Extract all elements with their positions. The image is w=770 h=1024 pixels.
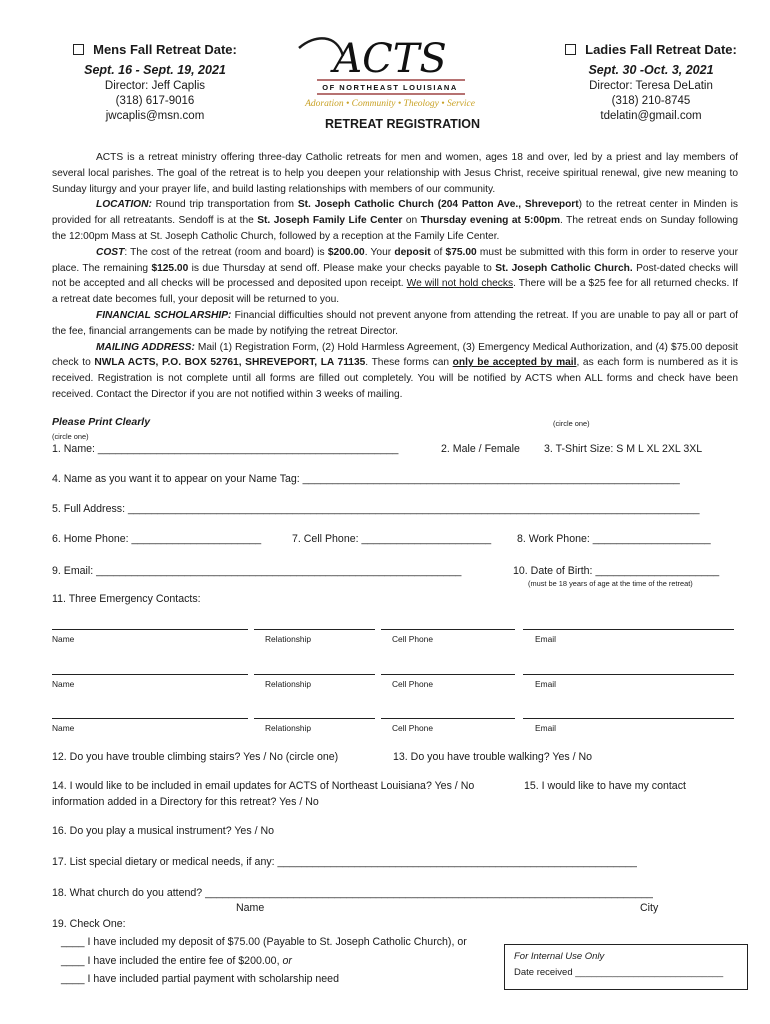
contact-name-caption: Name bbox=[52, 634, 75, 644]
logo-subtitle: OF NORTHEAST LOUISIANA bbox=[322, 83, 458, 92]
contact-relationship-line[interactable] bbox=[254, 674, 375, 675]
date-received-field[interactable]: Date received ____________________________ bbox=[514, 967, 724, 978]
name-field[interactable]: 1. Name: ___________________________________________________ bbox=[52, 443, 399, 455]
contact-name-caption: Name bbox=[52, 679, 75, 689]
mailing-label: MAILING ADDRESS: bbox=[96, 341, 195, 353]
church-field[interactable]: 18. What church do you attend? ____________________________________________________________________________ bbox=[52, 887, 653, 899]
mens-retreat-dates: Sept. 16 - Sept. 19, 2021 bbox=[84, 63, 226, 77]
contact-email-line[interactable] bbox=[523, 718, 734, 719]
contact-email-line[interactable] bbox=[523, 629, 734, 630]
payment-option-deposit[interactable]: ____ I have included my deposit of $75.00 (Payable to St. Joseph Catholic Church), or bbox=[61, 936, 467, 948]
dietary-needs-field[interactable]: 17. List special dietary or medical needs, if any: _____________________________________________________________ bbox=[52, 856, 637, 868]
ladies-retreat-dates: Sept. 30 -Oct. 3, 2021 bbox=[588, 63, 714, 77]
emergency-contacts-label: 11. Three Emergency Contacts: bbox=[52, 593, 201, 605]
church-city-caption: City bbox=[640, 902, 659, 914]
contact-email-line[interactable] bbox=[523, 674, 734, 675]
internal-use-title: For Internal Use Only bbox=[514, 951, 605, 962]
gender-field[interactable]: 2. Male / Female bbox=[441, 443, 520, 455]
directory-question-cont[interactable]: information added in a Directory for this retreat? Yes / No bbox=[52, 796, 319, 808]
email-field[interactable]: 9. Email: ______________________________________________________________ bbox=[52, 565, 462, 577]
payment-option-full[interactable] bbox=[61, 955, 292, 967]
logo-tagline: Adoration • Community • Theology • Service bbox=[305, 99, 475, 109]
contact-cell-caption: Cell Phone bbox=[392, 634, 433, 644]
mens-retreat-title: Mens Fall Retreat Date: bbox=[93, 42, 237, 57]
contact-relationship-line[interactable] bbox=[254, 718, 375, 719]
contact-relationship-caption: Relationship bbox=[265, 723, 312, 733]
contact-email-caption: Email bbox=[535, 723, 556, 733]
contact-cell-line[interactable] bbox=[381, 674, 515, 675]
circle-one-note: (circle one) bbox=[52, 432, 89, 441]
logo-acts-text: ACTS bbox=[333, 36, 447, 82]
contact-cell-caption: Cell Phone bbox=[392, 723, 433, 733]
ladies-retreat-title-row bbox=[545, 42, 757, 57]
mens-retreat-checkbox[interactable] bbox=[73, 44, 84, 55]
contact-name-line[interactable] bbox=[52, 718, 248, 719]
cell-phone-field[interactable]: 7. Cell Phone: ______________________ bbox=[292, 533, 492, 545]
mens-director-phone: (318) 617-9016 bbox=[115, 95, 195, 107]
payment-option-scholarship[interactable]: ____ I have included partial payment with scholarship need bbox=[61, 973, 339, 985]
check-one-label: 19. Check One: bbox=[52, 918, 126, 930]
tshirt-size-field[interactable]: 3. T-Shirt Size: S M L XL 2XL 3XL bbox=[544, 443, 703, 455]
contact-relationship-caption: Relationship bbox=[265, 634, 312, 644]
stairs-question[interactable]: 12. Do you have trouble climbing stairs? Yes / No (circle one) bbox=[52, 751, 339, 763]
email-updates-question[interactable]: 14. I would like to be included in email updates for ACTS of Northeast Louisiana? Yes / No bbox=[52, 780, 475, 792]
contact-relationship-caption: Relationship bbox=[265, 679, 312, 689]
name-tag-field[interactable]: 4. Name as you want it to appear on your Name Tag: ________________________________________________________________ bbox=[52, 473, 680, 485]
intro-text bbox=[52, 150, 738, 403]
contact-name-caption: Name bbox=[52, 723, 75, 733]
directory-question[interactable]: 15. I would like to have my contact bbox=[524, 780, 686, 792]
location-paragraph: LOCATION: Round trip transportation from St. Joseph Catholic Church (204 Patton Ave., Shreveport) to the retreat center in Minden is provided for all retreatants. Sendoff is at the St. Joseph Family Life Center on Thursday evening at 5:00pm. The retreat ends on Sunday following the 12:00pm Mass at St. Joseph Catholic Church, followed by a reception at the Family Life Center. bbox=[52, 199, 738, 242]
contact-email-caption: Email bbox=[535, 634, 556, 644]
acts-logo-graphic bbox=[285, 28, 495, 112]
mens-retreat-title-row bbox=[50, 42, 260, 57]
address-field[interactable]: 5. Full Address: _________________________________________________________________________________________________ bbox=[52, 503, 700, 515]
mens-director: Director: Jeff Caplis bbox=[104, 80, 206, 92]
contact-name-line[interactable] bbox=[52, 629, 248, 630]
contact-relationship-line[interactable] bbox=[254, 629, 375, 630]
circle-one-note: (circle one) bbox=[553, 419, 590, 428]
church-name-caption: Name bbox=[236, 902, 265, 914]
ladies-director-email: tdelatin@gmail.com bbox=[600, 110, 702, 122]
cost-paragraph: COST: The cost of the retreat (room and board) is $200.00. Your deposit of $75.00 must be submitted with this form in order to reserve your place. The remaining $125.00 is due Thursday at send off. Please make your checks payable to St. Joseph Catholic Church. Post-dated checks will not be accepted and all checks will be processed and deposited upon receipt. We will not hold checks. There will be a $25 fee for all returned checks. If a retreat date becomes full, your deposit will be returned to you. bbox=[52, 246, 739, 306]
form-title: RETREAT REGISTRATION bbox=[324, 117, 481, 131]
acts-logo bbox=[285, 28, 495, 112]
ladies-retreat-title: Ladies Fall Retreat Date: bbox=[585, 42, 737, 57]
payment-option-full-label: ____ I have included the entire fee of $200.00, bbox=[61, 955, 283, 967]
ladies-retreat-block bbox=[545, 42, 757, 124]
location-label: LOCATION: bbox=[96, 199, 152, 211]
home-phone-field[interactable]: 6. Home Phone: ______________________ bbox=[52, 533, 262, 545]
walking-question[interactable]: 13. Do you have trouble walking? Yes / No bbox=[393, 751, 593, 763]
contact-cell-line[interactable] bbox=[381, 718, 515, 719]
mailing-paragraph: MAILING ADDRESS: Mail (1) Registration Form, (2) Hold Harmless Agreement, (3) Emergency Medical Authorization, and (4) $75.00 deposit check to NWLA ACTS, P.O. BOX 52761, SHREVEPORT, LA 71135. These forms can only be accepted by mail, as each form is numbered as it is received. Registration is not complete until all forms are filled out completely. You will be notified by ACTS when ALL forms and check have been received. Contact the Director if you are not notified within 3 weeks of mailing. bbox=[52, 341, 738, 400]
mens-retreat-block bbox=[50, 42, 260, 124]
print-clearly-label: Please Print Clearly bbox=[52, 416, 151, 428]
contact-cell-line[interactable] bbox=[381, 629, 515, 630]
mens-director-email: jwcaplis@msn.com bbox=[105, 110, 205, 122]
intro-paragraph bbox=[52, 150, 738, 197]
payment-option-or: or bbox=[282, 955, 292, 967]
ladies-director: Director: Teresa DeLatin bbox=[589, 80, 713, 92]
contact-cell-caption: Cell Phone bbox=[392, 679, 433, 689]
intro-about: ACTS is a retreat ministry offering three-day Catholic retreats for men and women, ages 18 and over, led by a priest and lay members of several local parishes. The goal of the retreat is to help you deepen your relationship with Jesus Christ, receive spiritual renewal, give new meaning to Sunday liturgy and your prayer life, and build lasting relationships with members of our community. bbox=[52, 152, 738, 195]
financial-paragraph: FINANCIAL SCHOLARSHIP: Financial difficulties should not prevent anyone from attending the retreat. If you are unable to pay all or part of the fee, financial arrangements can be made by notifying the retreat Director. bbox=[52, 309, 738, 337]
instrument-question[interactable]: 16. Do you play a musical instrument? Yes / No bbox=[52, 825, 274, 837]
work-phone-field[interactable]: 8. Work Phone: ____________________ bbox=[517, 533, 711, 545]
internal-use-box bbox=[504, 944, 748, 990]
ladies-retreat-checkbox[interactable] bbox=[565, 44, 576, 55]
contact-email-caption: Email bbox=[535, 679, 556, 689]
ladies-director-phone: (318) 210-8745 bbox=[611, 95, 691, 107]
date-of-birth-field[interactable]: 10. Date of Birth: _____________________ bbox=[513, 565, 720, 577]
age-requirement-note: (must be 18 years of age at the time of the retreat) bbox=[528, 579, 693, 588]
cost-label: COST bbox=[96, 246, 125, 258]
financial-label: FINANCIAL SCHOLARSHIP: bbox=[96, 309, 232, 321]
contact-name-line[interactable] bbox=[52, 674, 248, 675]
